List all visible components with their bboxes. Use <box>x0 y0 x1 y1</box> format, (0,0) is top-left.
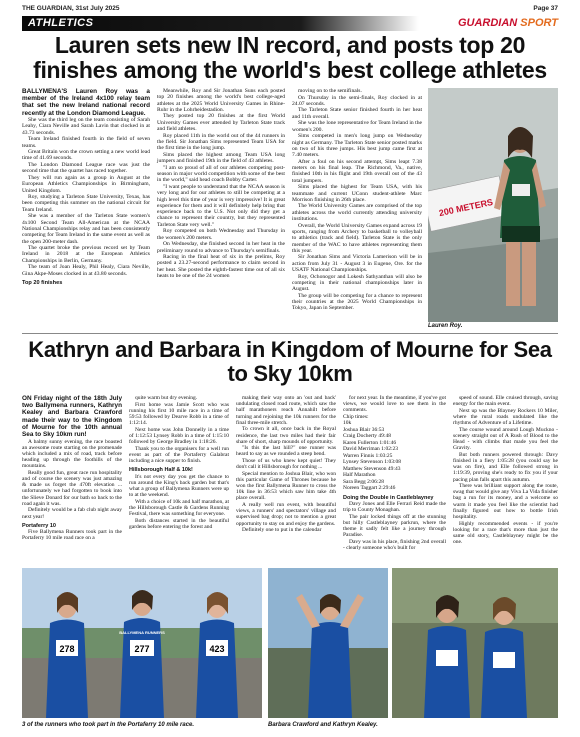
barbara-kathryn-caption: Barbara Crawford and Kathryn Kealey. <box>268 722 378 728</box>
paragraph: Overall, the World University Games expand across 19 sports, ranging from Archery to basketball to volleyball to athletics (track and field). Tarleton State is the only member of the WAC to have athletes representing them this year. <box>292 222 422 254</box>
article2-headline: Kathryn and Barbara in Kingdom of Mourne for Sea to Sky 10km <box>28 337 552 386</box>
paragraph: Racing in the final heat of six in the prelims, Roy posted a 23.27-second performance to claim second in her heat. She posted the eighth-fastest time out of all six heats to be one of the 24 women <box>157 254 285 279</box>
paragraph: Davy was in his place, finishing 2nd overall - clearly someone who's built for <box>343 538 446 552</box>
paragraph: Sims competed in men's long jump on Wednesday night as Germany. The Tarleton State senior posted marks on two of his three jumps. His best jump came first at 7.40 meters. <box>292 133 422 159</box>
paragraph: Thank you to the organisers for a well run event as part of the Portaferry Galabrat including a nice supper to finish. <box>129 445 229 464</box>
paragraph: Roy, Ochonogor and Lokesh Sathyanthan will also be competing in their national championships later in August. <box>292 273 422 293</box>
article2-subhead-castleblayney: Doing the Double in Castleblayney <box>343 494 434 501</box>
results-line: Karen Fullerton 1:01:46 <box>343 439 397 446</box>
paragraph: Next up was the Blayney Rockers 10 Miler, where the rural roads undulated like the rhythms of Adventure of a Lifetime. <box>453 407 558 427</box>
paragraph: Sims placed the highest among Team USA long jumpers and finished 19th in the field of 43 athletes. <box>157 151 285 165</box>
paragraph: A really well run event, with beautiful views, a runners' and spectators' village and supervised bag drop; not to mention a great opportunity to stay on and enjoy the gardens. <box>236 501 336 527</box>
section-banner <box>22 16 558 31</box>
paragraph: After a foul on his second attempt, Sims leapt 7.38 meters on his final leap. The Richmond, Va., native, finished 10th in his flight and 19th overall out of the 43 total jumpers. <box>292 158 422 184</box>
brand-part1: GUARDIAN <box>457 17 518 29</box>
paragraph: The course wound around Lough Muckno - scenery straight out of A Rush of Blood to the Head - with climbs that made you feel the Gravity. <box>453 426 558 452</box>
paragraph: Sir Jonathan Sims and Victoria Lamerison will be in action from July 31 - August 3 in Eugene, Ore. for the USATF National Championships. <box>292 254 422 273</box>
lauren-roy-photo <box>428 88 558 322</box>
paragraph: "I want people to understand that the NCAA season is very long and for our athletes to still be competing at a high level this time of year is very impressive! It is great experience for them and it will definitely help bring that experience back to the U.S. Not only did they get a chance to represent their country, but they represented Tarleton State very well." <box>157 183 285 228</box>
bib-number-3: 423 <box>209 644 225 654</box>
section-label: ATHLETICS <box>28 17 94 29</box>
results-line: David Merriman 1:02:23 <box>343 446 398 453</box>
paragraph: On Thursday in the semi-finals, Roy clocked in at 24.07 seconds. <box>292 94 422 107</box>
paragraph: Definitely one to put in the calendar <box>242 527 322 534</box>
paragraph: But both runners powered through: Davy finished in a fiery 1:05:28 (you could say he was on fire), and Elle followed strong in 1:19:39, proving she's ready to fix you if your pacing plan falls apart this autumn. <box>453 451 558 483</box>
paragraph: She was the lone representative for Team Ireland in the women's 200. <box>292 120 422 133</box>
article2-body <box>22 395 558 565</box>
paragraph: Roy, studying a Tarleton State University, Texas, has been competing this summer on the national circuit for Team Ireland. <box>22 194 150 213</box>
article2-column-1 <box>22 395 122 542</box>
paragraph: Sims placed the highest for Team USA, with his teammate and current UConn student-athlete Marc Morrison finishing in 26th place. <box>292 184 422 203</box>
page-number: Page 37 <box>533 5 558 12</box>
paragraph: They posted top 20 finishes at the first World University Games ever attended by Tarleton State track and field athletes. <box>157 113 285 133</box>
paragraph: The London Diamond League race was just the second time that the quartet has raced together. <box>22 162 150 175</box>
paragraph: With a choice of 10k and half marathon, at the Hillsborough Castle & Gardens Running Festival, there was something for everyone. <box>129 498 230 518</box>
paragraph: Both distances started in the beautiful gardens before entering the forest and <box>129 517 229 530</box>
paragraph: "I am so proud of all of our athletes competing post-season in major world competition with some of the best in the world," said head coach Bobby Carter. <box>157 164 285 184</box>
page-header <box>22 4 558 14</box>
paragraph: Definitely would be a fab club night away next year! <box>22 507 122 520</box>
results-line: Joshua Blair 36:53 <box>343 426 385 433</box>
article2-column-3 <box>236 395 336 534</box>
paragraph: She was a member of the Tarleton State women's 4x100 Second Team All-American at the NCAA National Championships relay and has been consistently competing for Team Ireland in the same event as well as the open 200-meter dash. <box>22 213 150 245</box>
paragraph: To crown it all, once back in the Royal residence, the last two miles had their fair share of short, sharp mounds of opportunity. <box>236 426 336 445</box>
paragraph: The group will be competing for a chance to represent their countries at the 2025 World Championships in Tokyo, Japan in September. <box>292 292 422 312</box>
paragraph: Davy Jones and Elle Ferrari Reid made the trip to County Monaghan. <box>343 501 446 514</box>
portaferry-photo-caption: 3 of the runners who took part in the Portaferry 10 mile race. <box>22 722 195 728</box>
paragraph: The World University Games are comprised of the top athletes across the world currently attending university institutions. <box>292 203 422 223</box>
paragraph: There was brilliant support along the route, swag that would give any Viva La Vida finisher bag a run for its money, and a welcome so warm it made you feel like the scientist had finally figured out how to bottle Irish hospitality. <box>453 483 558 521</box>
results-line: 10k <box>343 420 352 427</box>
article2-lead: ON Friday night of the 18th July two Ballymena runners, Kathryn Kealey and Barbara Crawford made their way to the Kingdom of Mourne for the 10th annual Sea to Sky 10km run! <box>22 395 122 439</box>
portaferry-runners-photo <box>22 568 262 718</box>
article2-column-5 <box>453 395 558 546</box>
paragraph: "Is this the last hill?" one runner was heard to say as we rounded a steep bend. <box>236 445 336 458</box>
paragraph: Roy competed on both Wednesday and Thursday in the women's 200 meters. <box>157 228 285 241</box>
results-line: Noreen Taggart 2:29:46 <box>343 485 396 492</box>
issue-date: THE GUARDIAN, 31st July 2025 <box>22 5 120 12</box>
paragraph: moving on to the semifinals. <box>298 88 362 94</box>
brand-logo <box>458 17 558 29</box>
article1-photo-caption: Lauren Roy. <box>428 323 463 329</box>
paragraph: Great Britain won the crown setting a new world lead time of 41.69 seconds. <box>22 149 150 162</box>
paragraph: Meanwhile, Roy and Sir Jonathan Suns each posted top 20 finishes among the world's best college-aged athletes at the 2025 World University Games in Rhine-Ruhr in the Lohrheidestadion. <box>157 88 285 113</box>
paragraph: A balmy sunny evening, the race boasted an awesome route starting on the promenade which included a mix of road, track before heading up through the foothills of the mountains. <box>22 438 122 470</box>
paragraph: quite warm but dry evening. <box>135 395 198 401</box>
paragraph: making their way onto an 'out and back' undulating closed road route, which saw the half marathoners reach Annahilt before turning and rejoining the 10k runners for the final three-mile stretch. <box>236 395 336 426</box>
article1-column-2 <box>157 88 285 280</box>
paragraph: First home was Jamie Scott who was running his first 10 mile race in a time of 59:53 followed by Dearve Robb in a time of 1:12:14. <box>129 401 229 427</box>
results-line: Warren Finnis 1:03:25 <box>343 452 393 459</box>
results-line: Matthew Stevenson 49:43 <box>343 465 401 472</box>
club-name-shirt: BALLYMENA RUNNERS <box>119 630 165 635</box>
article1-subhead: Top 20 finishes <box>22 279 63 286</box>
paragraph: It's not every day you get the chance to run around the King's back garden but that's what a group of Ballymena Runners were up to at the weekend. <box>129 473 229 499</box>
results-line: Sara Begg 2:06:28 <box>343 478 384 485</box>
article1-body <box>22 88 422 328</box>
results-line: Craig Docherty 49:48 <box>343 433 391 440</box>
article1-column-1 <box>22 88 150 287</box>
article2-column-2 <box>129 395 229 530</box>
section-divider <box>22 333 558 334</box>
article2-subhead-hillsborough: Hillsborough Half & 10k! <box>129 467 193 474</box>
paragraph: Five Ballymena Runners took part in the Portaferry 10 mile road race on a <box>22 529 122 542</box>
bib-number-1: 278 <box>59 644 75 654</box>
results-line: Lynsey Stevenson 1:03:08 <box>343 459 402 466</box>
paragraph: for next year. In the meantime, if you've got views, we would love to see them in the comments. <box>343 395 446 414</box>
runner-finish-photo <box>268 568 388 718</box>
paragraph: Highly recommended events - if you're looking for a race that's more than just the same old story, Castleblayney might be the one. <box>453 520 558 546</box>
paragraph: They will run again as a group in August at the European Athletics Championships in Birmingham, United Kingdom. <box>22 174 150 194</box>
paragraph: Team Ireland finished fourth in the field of seven teams. <box>22 136 150 149</box>
paragraph: speed of sound. Elle cruised through, saving energy for the main event. <box>453 395 558 408</box>
results-line: Half Marathon <box>343 472 376 479</box>
paragraph: The quartet broke the previous record set by Team Ireland in 2018 at the European Athletics Championships in Berlin, Germany. <box>22 245 150 264</box>
article1-column-3 <box>292 88 422 312</box>
paragraph: On Wednesday, she finished second in her heat in the preliminary round to advance to Thursday's semifinals. <box>157 241 285 254</box>
paragraph: Really good fun, great race run hospitality and of course the scenery was just amazing & made us forget the 470ft elevation ... unfortunately we had forgotten to book into the Slieve Donard for our bath so back to the road again it was. <box>22 469 122 507</box>
paragraph: Roy placed 11th in the world out of the 44 runners in the field. Sir Jonathan Sims represented Team USA for the first time in the long jump. <box>157 132 285 152</box>
paragraph: The pair locked things off at the stunning but hilly Castleblayney parkrun, where the theme it sadly felt like a journey through Paradise. <box>343 513 446 539</box>
barbara-kathryn-photo <box>392 568 558 718</box>
paragraph: She was the third leg on the team consisting of Sarah Leahy, Ciara Neville and Sarah Lavin that clocked in at 43.73 seconds. <box>22 117 150 136</box>
bib-number-2: 277 <box>134 644 150 654</box>
article1-headline: Lauren sets new IN record, and posts top 20 finishes among the world's best college athletes <box>33 32 547 83</box>
article1-lead: BALLYMENA'S Lauren Roy was a member of the Ireland 4x100 relay team that set the new Ireland national record recently at the London Diamond League. <box>22 88 150 117</box>
article2-subhead-portaferry: Portaferry 10 <box>22 522 56 529</box>
paragraph: The Tarleton State senior finished fourth in her heat and 11th overall. <box>292 107 422 120</box>
results-title: Chip times: <box>343 413 369 420</box>
paragraph: Those of us who knew kept quiet! They don't call it Hillsborough for nothing ... <box>236 457 336 471</box>
article2-column-4 <box>343 395 446 552</box>
paragraph: Special mention to Joshua Blair, who won this particular Game of Thrones because he won the first Ballymena Runner to cross the 10k line in 36:53 which saw him take 4th place overall. <box>236 470 336 502</box>
banner-text: 200 METERS <box>437 196 494 219</box>
paragraph: Next home was John Donnelly in a time of 1:12:53 Lynsey Robb in a time of 1:15:10 followed by George Bradley in 1:18:26. <box>129 426 229 446</box>
paragraph: The team of Joan Healy, Phil Healy, Ciara Neville, Gina Akpe-Moses clocked in at 43.80 seconds. <box>22 264 150 277</box>
brand-part2: SPORT <box>520 17 558 29</box>
